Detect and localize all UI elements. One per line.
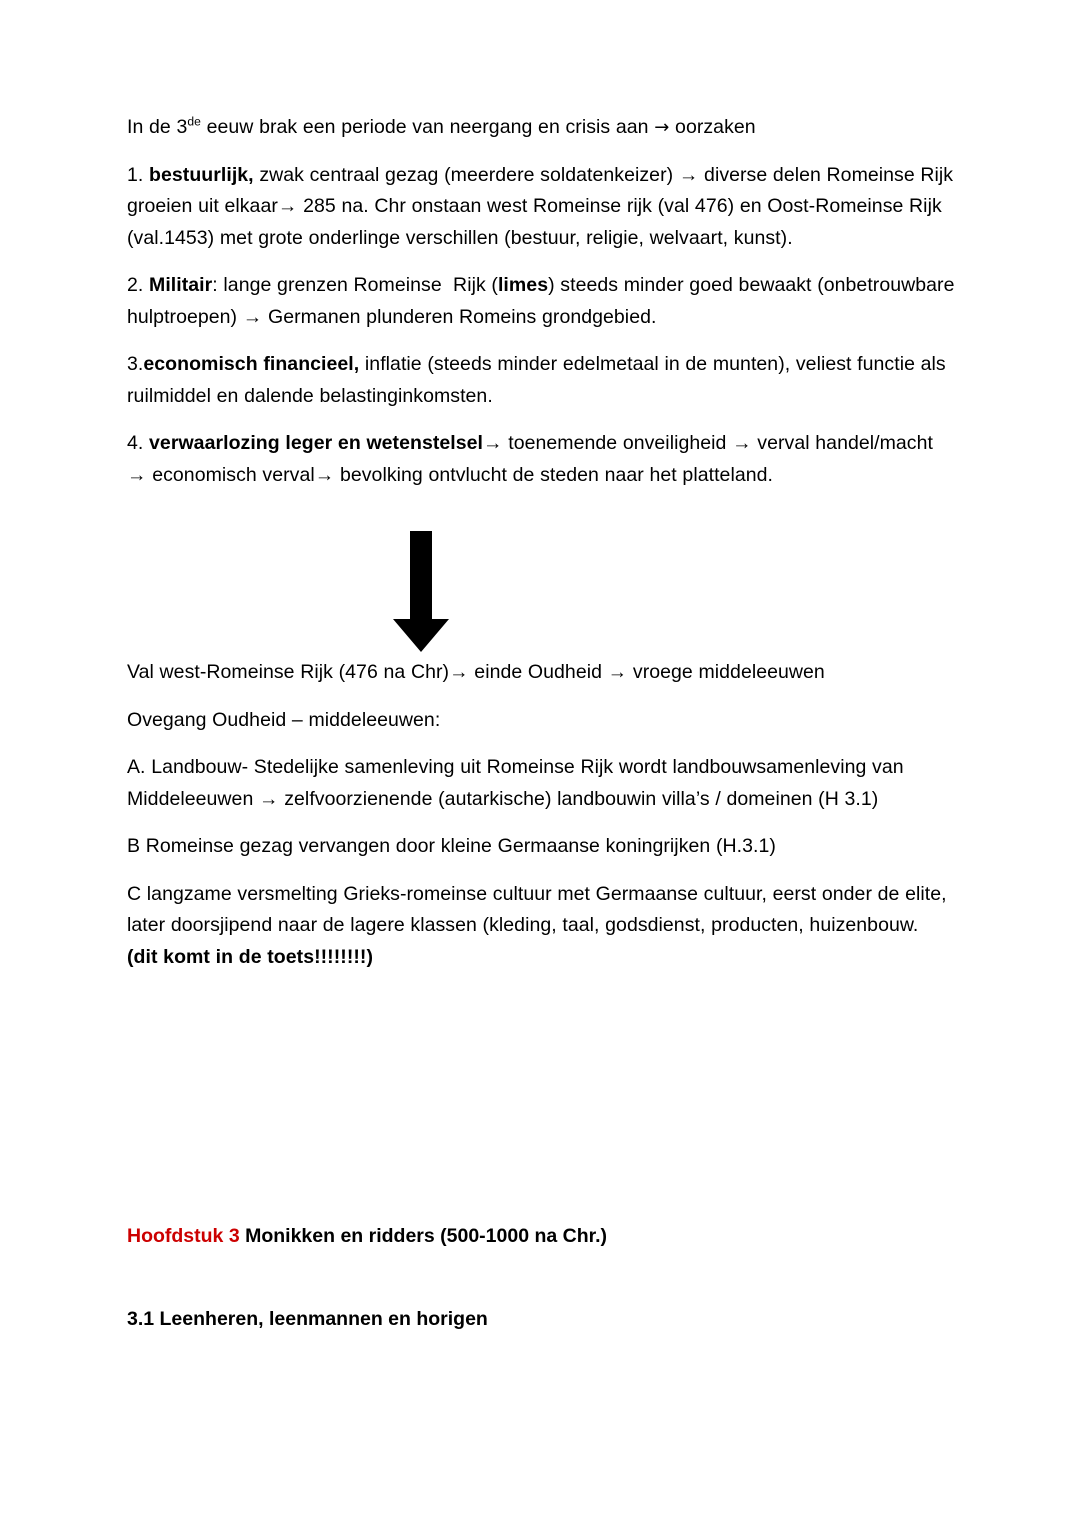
intro-prefix: In de 3 bbox=[127, 116, 188, 138]
cause-3-number: 3. bbox=[127, 353, 144, 375]
cause-1-text: zwak centraal gezag (meerdere soldatenkeizer) → diverse delen Romeinse Rijk groeien uit elkaar→ 285 na. Chr onstaan west Romeinse rijk (val 476) en Oost-Romeinse Rijk (val.1453) met grote onderlinge verschillen (bestuur, religie, welvaart, kunst). bbox=[127, 163, 959, 249]
cause-2-text: ) steeds minder goed bewaakt (onbetrouwbare hulptroepen) → Germanen plunderen Romeins grondgebied. bbox=[127, 274, 961, 328]
cause-item-4 bbox=[127, 428, 955, 491]
transition-point-c bbox=[127, 879, 955, 974]
cause-4-text: → toenemende onveiligheid → verval handel/macht → economisch verval→ bevolking ontvlucht de steden naar het platteland. bbox=[127, 432, 939, 486]
right-arrow-icon: → bbox=[654, 117, 670, 138]
intro-tail: oorzaken bbox=[669, 116, 756, 138]
fall-of-rome-line: Val west-Romeinse Rijk (476 na Chr)→ einde Oudheid → vroege middeleeuwen bbox=[127, 661, 825, 683]
intro-paragraph bbox=[127, 112, 955, 144]
cause-2-mid: : lange grenzen Romeinse Rijk ( bbox=[212, 274, 498, 296]
cause-2-number: 2. bbox=[127, 274, 150, 296]
cause-2-label: Militair bbox=[149, 274, 213, 296]
cause-3-label: economisch financieel, bbox=[143, 353, 360, 375]
chapter-heading bbox=[127, 1221, 955, 1253]
intro-suffix: eeuw brak een periode van neergang en crisis aan bbox=[200, 116, 655, 138]
chapter-heading-black: Monikken en ridders (500-1000 na Chr.) bbox=[239, 1225, 608, 1247]
chapter-heading-red: Hoofdstuk 3 bbox=[127, 1225, 240, 1247]
point-c-text: C langzame versmelting Grieks-romeinse cultuur met Germaanse cultuur, eerst onder de elite, later doorsjipend naar de lagere klassen (kleding, taal, godsdienst, producten, huizenbouw. bbox=[127, 882, 953, 936]
cause-4-number: 4. bbox=[127, 432, 150, 454]
cause-1-number: 1. bbox=[127, 163, 150, 186]
section-heading: 3.1 Leenheren, leenmannen en horigen bbox=[127, 1307, 488, 1330]
cause-2-term-limes: limes bbox=[497, 274, 549, 296]
arrow-divider-region bbox=[127, 507, 955, 657]
cause-item-1 bbox=[127, 160, 959, 255]
ordinal-superscript: de bbox=[187, 114, 201, 129]
blank-space bbox=[127, 989, 955, 1221]
heading-gap bbox=[127, 1253, 955, 1304]
point-c-emphasis: (dit komt in de toets!!!!!!!!) bbox=[127, 945, 373, 968]
transition-subheading: Ovegang Oudheid – middeleeuwen: bbox=[127, 708, 441, 731]
transition-point-a: A. Landbouw- Stedelijke samenleving uit Romeinse Rijk wordt landbouwsamenleving van Middeleeuwen → zelfvoorzienende (autarkische) landbouwin villa’s / domeinen (H 3.1) bbox=[127, 756, 910, 810]
cause-1-label: bestuurlijk, bbox=[149, 163, 254, 186]
transition-point-b: B Romeinse gezag vervangen door kleine Germaanse koningrijken (H.3.1) bbox=[127, 835, 776, 857]
cause-item-2 bbox=[127, 270, 961, 333]
down-arrow-icon bbox=[392, 531, 450, 653]
document-body bbox=[127, 112, 961, 1335]
cause-4-label: verwaarlozing leger en wetenstelsel bbox=[149, 432, 484, 454]
cause-3-text: inflatie (steeds minder edelmetaal in de munten), veliest functie als ruilmiddel en dalende belastinginkomsten. bbox=[127, 353, 952, 407]
cause-item-3 bbox=[127, 349, 955, 412]
